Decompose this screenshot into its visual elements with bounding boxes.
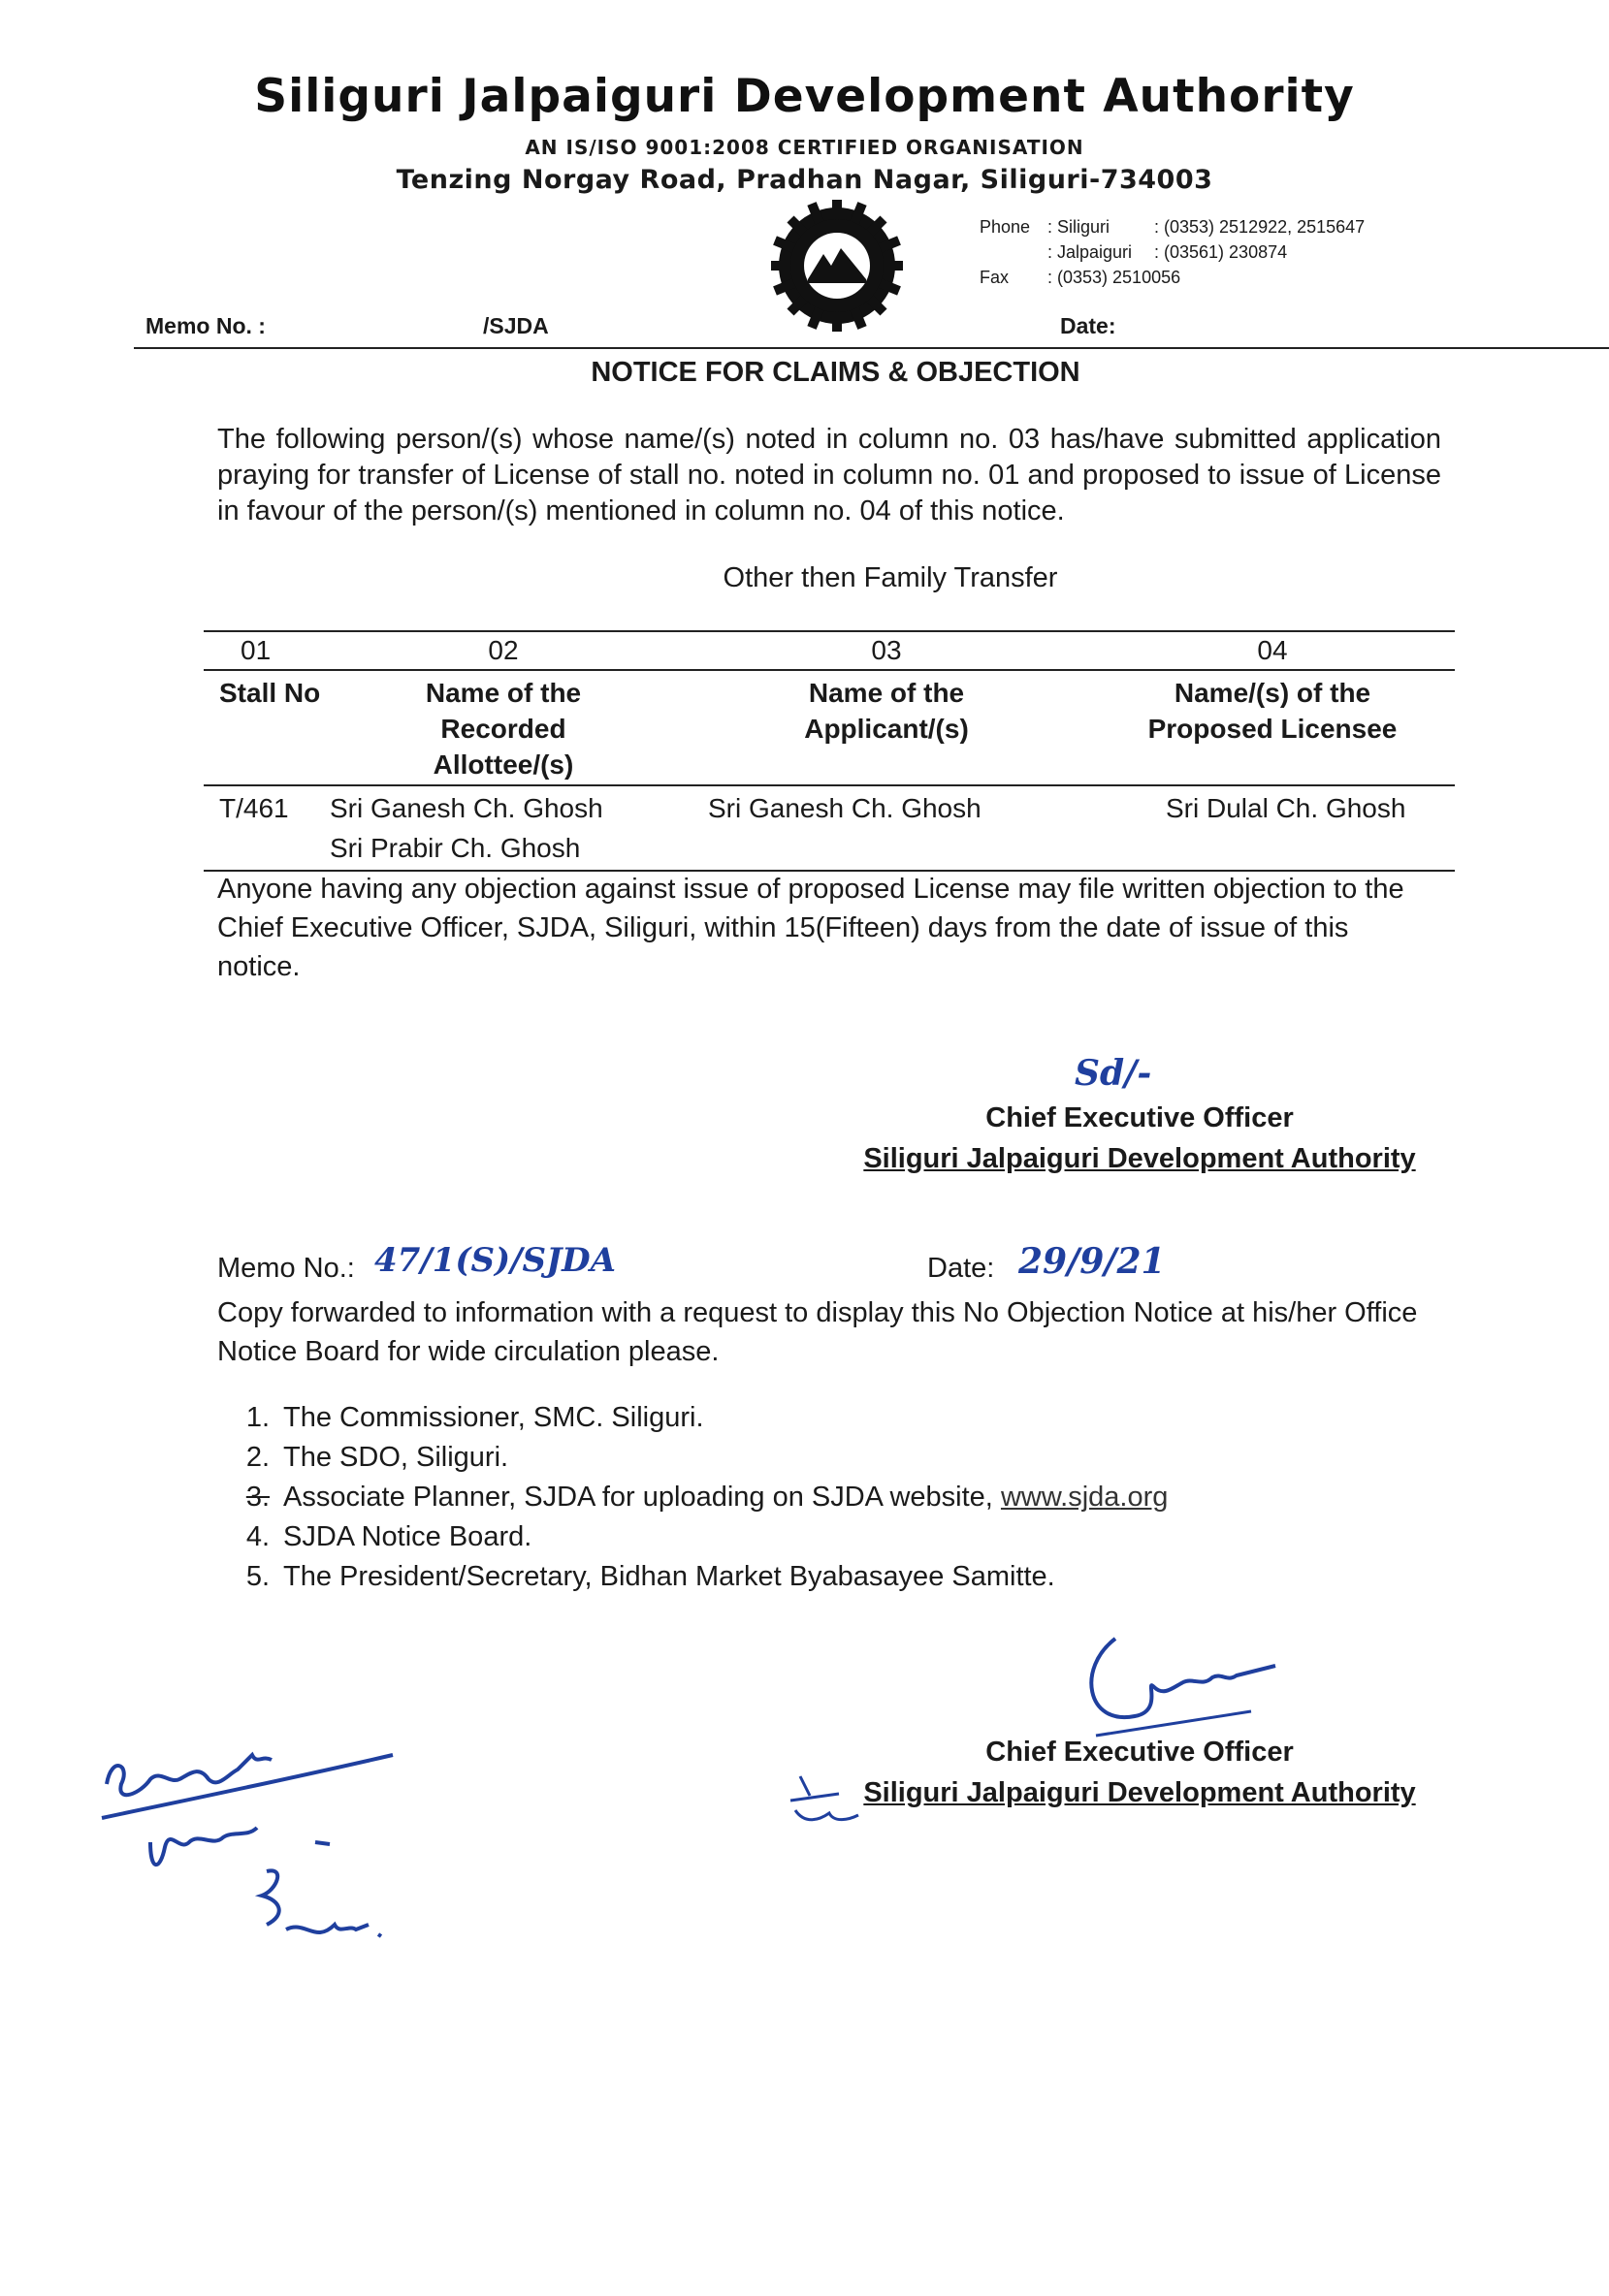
memo-suffix: /SJDA <box>483 313 549 338</box>
allottee-name: Sri Prabir Ch. Ghosh <box>330 833 581 863</box>
applicant-name: Sri Ganesh Ch. Ghosh <box>683 785 1090 871</box>
signatory-organisation: Siliguri Jalpaiguri Development Authority <box>863 1143 1416 1174</box>
sjda-emblem-icon <box>769 198 905 334</box>
signatory-designation: Chief Executive Officer <box>985 1102 1294 1133</box>
column-number-row <box>204 631 1455 670</box>
fax-label: Fax <box>980 268 1010 287</box>
memo-label: Memo No. : <box>145 313 266 338</box>
header-row <box>204 670 1455 785</box>
org-address: Tenzing Norgay Road, Pradhan Nagar, Siliguri-734003 <box>396 165 1213 195</box>
list-item <box>221 1438 1168 1478</box>
recipient-list <box>221 1398 1168 1597</box>
org-title: Siliguri Jalpaiguri Development Authority <box>254 70 1355 123</box>
phone-label: Phone <box>980 217 1031 237</box>
item-number: 1. <box>245 1402 270 1433</box>
signatory-designation: Chief Executive Officer <box>985 1737 1294 1768</box>
item-text: The Commissioner, SMC. Siliguri. <box>283 1402 704 1433</box>
stall-number: T/461 <box>204 785 324 871</box>
item-number: 5. <box>245 1561 270 1592</box>
siliguri-label: : Siliguri <box>1047 217 1110 237</box>
signature-initials: Sd/- <box>1075 1053 1152 1094</box>
col-number: 03 <box>683 631 1090 670</box>
col-number: 02 <box>324 631 683 670</box>
handwritten-note-icon <box>92 1726 441 1978</box>
allottee-name: Sri Ganesh Ch. Ghosh <box>330 793 603 823</box>
item-text: The SDO, Siliguri. <box>283 1442 509 1473</box>
table-row <box>204 785 1455 871</box>
item-text: SJDA Notice Board. <box>283 1521 532 1552</box>
signature-block-1 <box>824 1098 1455 1179</box>
col-number: 04 <box>1090 631 1455 670</box>
list-item <box>221 1398 1168 1438</box>
signature-block-2 <box>824 1732 1455 1813</box>
item-number: 3. <box>245 1482 270 1513</box>
contact-block <box>980 214 1365 290</box>
transfer-type: Other then Family Transfer <box>723 562 1058 593</box>
item-text: The President/Secretary, Bidhan Market Byabasayee Samitte. <box>283 1561 1055 1592</box>
forward-date-label: Date: <box>927 1253 995 1284</box>
date-label: Date: <box>1060 313 1116 338</box>
fax-number: : (0353) 2510056 <box>1047 268 1181 287</box>
header-cell: Name/(s) of the Proposed Licensee <box>1090 670 1455 785</box>
licensee-name: Sri Dulal Ch. Ghosh <box>1090 785 1455 871</box>
item-number: 2. <box>245 1442 270 1473</box>
website-link[interactable]: www.sjda.org <box>1000 1482 1169 1513</box>
intro-paragraph <box>217 422 1441 529</box>
forward-date: 29/9/21 <box>1018 1241 1166 1282</box>
objection-text: Anyone having any objection against issue of proposed License may file written objection to the Chief Executive Officer, SJDA, Siliguri, within 15(Fifteen) days from the date of issue of this notice. <box>217 874 1404 982</box>
intro-text: The following person/(s) whose name/(s) noted in column no. 03 has/have submitted application praying for transfer of License of stall no. noted in column no. 01 and proposed to issue of License in favour of the person/(s) mentioned in column no. 04 of this notice. <box>217 424 1441 526</box>
item-text: Associate Planner, SJDA for uploading on SJDA website, <box>283 1482 1001 1513</box>
forward-memo-label: Memo No.: <box>217 1253 355 1284</box>
objection-paragraph <box>217 870 1430 986</box>
claims-table <box>204 630 1455 872</box>
list-item <box>221 1478 1168 1517</box>
header-cell: Name of the Applicant/(s) <box>683 670 1090 785</box>
handwritten-signature-icon <box>1057 1629 1280 1745</box>
notice-title: NOTICE FOR CLAIMS & OBJECTION <box>591 357 1080 388</box>
receipt-initials-icon <box>781 1767 868 1834</box>
col-number: 01 <box>204 631 324 670</box>
signatory-organisation: Siliguri Jalpaiguri Development Authority <box>863 1777 1416 1808</box>
forward-memo-number: 47/1(S)/SJDA <box>374 1241 617 1280</box>
certification-line: AN IS/ISO 9001:2008 CERTIFIED ORGANISATION <box>525 136 1084 159</box>
header-divider <box>134 347 1609 349</box>
list-item <box>221 1557 1168 1597</box>
siliguri-phone: : (0353) 2512922, 2515647 <box>1154 217 1366 237</box>
header-cell: Stall No <box>204 670 324 785</box>
forward-paragraph <box>217 1293 1439 1371</box>
forward-text: Copy forwarded to information with a request to display this No Objection Notice at his/her Office Notice Board for wide circulation please. <box>217 1297 1418 1367</box>
list-item <box>221 1517 1168 1557</box>
header-cell: Name of the Recorded Allottee/(s) <box>324 670 683 785</box>
item-number: 4. <box>245 1521 270 1552</box>
jalpaiguri-label: : Jalpaiguri <box>1047 242 1133 262</box>
jalpaiguri-phone: : (03561) 230874 <box>1154 242 1288 262</box>
